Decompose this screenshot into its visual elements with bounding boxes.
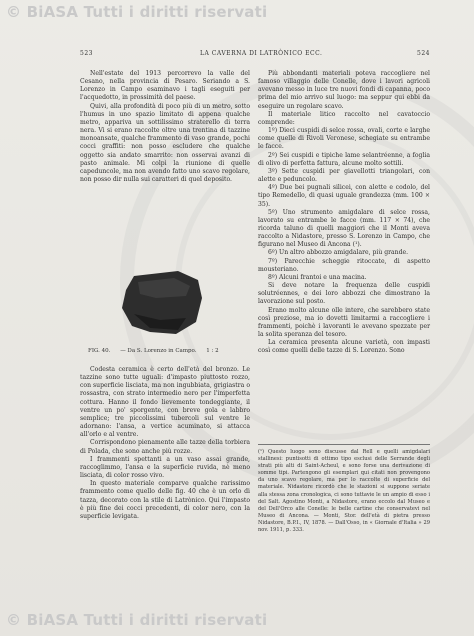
figure-label: FIG. 40.	[88, 348, 111, 354]
left-page-number: 523	[80, 50, 93, 57]
list-item: 3º) Sette cuspidi per giavellotti triangolari, con alette e peduncolo.	[258, 167, 430, 184]
paragraph: Quivi, alla profondità di poco più di un metro, sotto l'humus in uno spazio limitato di appena qualche metro, appariva un sottilissimo straterello di terra nera. Vi si erano raccolte oltre una trentina di tazzine monoansate, qualche frammento di vaso grande, pochi cocci graffiti: non posso escludere che qualche oggetto sia andato smarrito: non osservai avanzi di pasto animale. Mi colpì la riunione di quelle capeduncole, ma non avendo fatto uno scavo regolare, non posso dir nulla sui caratteri di quel deposito.	[80, 102, 250, 184]
paragraph: Corrispondono pienamente alle tazze della torbiera di Polada, che sono anche più rozze.	[80, 439, 250, 455]
left-column-top	[80, 70, 250, 184]
paragraph: Codesta ceramica è certo dell'età del bronzo. Le tazzine sono tutte uguali: d'impasto piuttosto rozzo, con superficie lisciata, ma non ingubbiata, grigiastra o rossastra, con strato intermedio nero per l'imperfetta cottura. Hanno il fondo lievemente tondeggiante, il ventre un po' sporgente, con breve gola e labbro semplice; tre piccolissimi tubercoli sul ventre le adornano: l'ansa, a vertice acuminato, si attacca all'orlo e al ventre.	[80, 366, 250, 439]
running-header	[80, 50, 430, 62]
list-item: 2º) Sei cuspidi e tipiche lame selantréenne, a foglia di olivo di perfetta fattura, alcune molto sottili.	[258, 151, 430, 167]
paragraph: In questo materiale comparve qualche rarissimo frammento come quello delle fig. 40 che è un orlo di tazza, decorato con la stile di Latrònico. Qui l'impasto è più fine dei cocci precedenti, di color nero, con la superficie levigata.	[80, 480, 250, 520]
list-item: 8º) Alcuni frantoi e una macina.	[268, 273, 367, 281]
right-page-number: 524	[417, 50, 430, 57]
figure-caption-text: — Da S. Lorenzo in Campo.	[120, 348, 197, 354]
paragraph: Più abbondanti materiali poteva raccogliere nel famoso villaggio delle Conelle, dove i lavori agricoli avevano messo in luce tre nuovi fondi di capanna, poco prima del mio arrivo sul luogo: ma seppur qui ebbi da eseguire un regolare scavo.	[258, 70, 430, 110]
watermark-bottom: © BiASA Tutti i diritti riservati	[6, 611, 268, 629]
paragraph: I frammenti spettanti a un vaso assai grande, raccoglimmo, l'ansa e la superficie ruvida, nè meno lisciata, di color rosso vivo.	[80, 455, 250, 480]
paragraph: Il materiale litico raccolto nel cavatoccio comprende:	[258, 110, 430, 126]
paragraph: Si deve notare la frequenza delle cuspidi solutréennes, e dei loro abbozzi che dimostrano la lavorazione sul posto.	[258, 282, 430, 306]
figure-caption	[88, 348, 248, 354]
list-item: 6º) Un altro abbozzo amigdalare, più grande.	[268, 249, 409, 257]
paragraph: Nell'estate del 1913 percorrevo la valle del Cesano, nella provincia di Pesaro. Seriando a S. Lorenzo in Campo esaminavo i tagli eseguiti per l'acquedotto, in prossimità del paese.	[80, 70, 250, 102]
list-item: 1º) Dieci cuspidi di selce rossa, ovali, corte e larghe come quelle di Rivoli Veronese, schegiate su entrambe le facce.	[258, 127, 430, 151]
paragraph: La ceramica presenta alcune varietà, con impasti così come quelli delle tazze di S. Lorenzo. Sono	[258, 339, 430, 355]
footnote: (¹) Questo luogo sono discusse dal Rell e quelli amigdalari stallinesi: puntisotti di ottimo tipo esclusi delle Serrande degli strati più alti di Saint-Acheul, e sono forse una derivazione di somme tipi. Partengono gli esemplari qui citati non provengono da uno scavo regolare, ma per lo raccolte di superficie del materiale. Nidastore ricordò che le stazioni si suppone seriate alla stessa zona cronologica, ci sono tuttavie le un ampio di esso i del Salt. Agostino Monti, a Nidastore, erano eccolo dal Museo e del Dell'Orco alle Conelle: le belle cartine che conservatevi nel Museo di Ancona. — Monti, Stor. dell'età di pietra presso Nidastore, B.P.I., IV, 1878. — Dall'Osso, in « Giornale d'Italia » 29 nov. 1911, p. 333.	[258, 444, 430, 534]
watermark-top: © BiASA Tutti i diritti riservati	[6, 3, 268, 21]
list-item: 4º) Due bei pugnali silicei, con alette e codolo, del tipo Remedello, di quasi uguale grandezza (mm. 100 × 35).	[258, 184, 430, 208]
running-title: LA CAVERNA DI LATRÒNICO ECC.	[200, 50, 323, 57]
right-column	[258, 70, 430, 355]
figure-scale: 1 : 2	[206, 348, 219, 354]
paragraph: Erano molto alcune olle intere, che sarebbero state così preziose, ma io dovetti limitarmi a raccogliere i frammenti, poichè i lavoranti le avevano spezzate per la solita speranza del tesoro.	[258, 306, 430, 338]
left-column-bottom	[80, 366, 250, 521]
list-item: 7º) Parecchie scheggie ritoccate, di aspetto mousteriano.	[258, 257, 430, 273]
list-item: 5º) Uno strumento amigdalare di selce rossa, lavorato su entrambe le facce (mm. 117 × 74), che ricorda taluno di quelli maggiori che il Monti aveva raccolto a Nidastore, presso S. Lorenzo in Campo, che figurano nel Museo di Ancona (¹).	[258, 208, 430, 249]
figure-pottery-sherd	[116, 268, 206, 338]
